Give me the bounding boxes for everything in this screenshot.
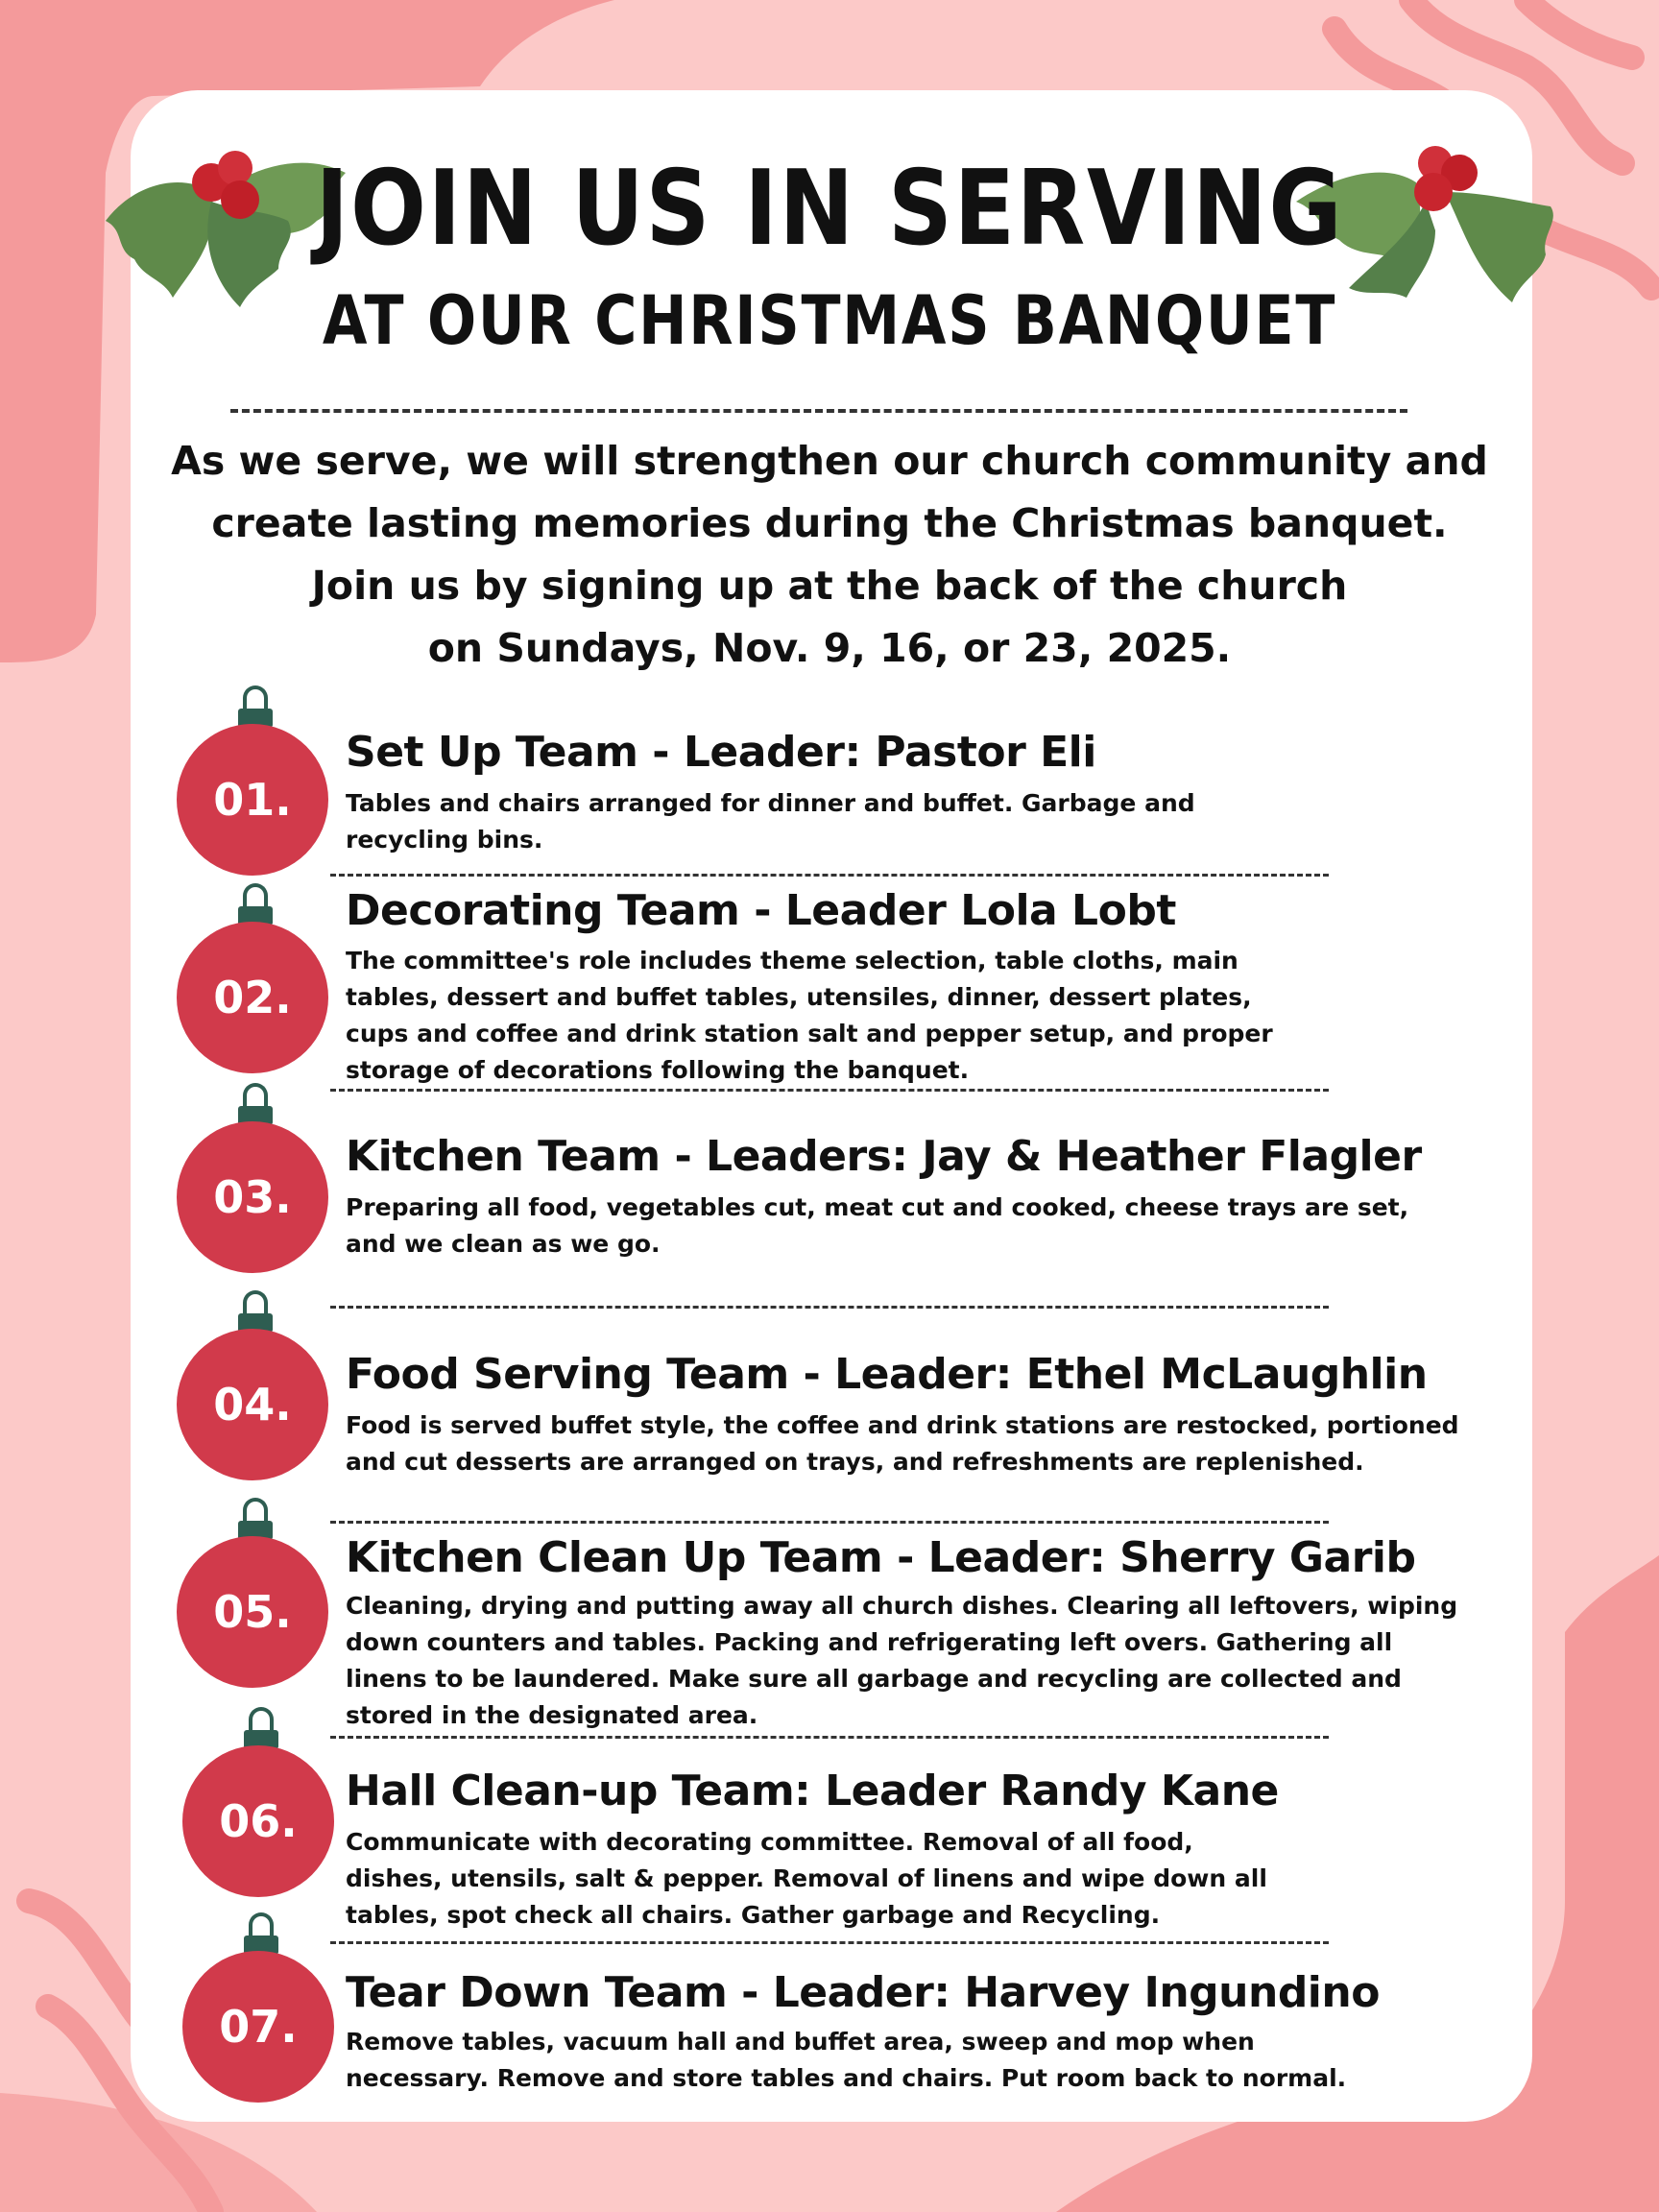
team-title: Hall Clean-up Team: Leader Randy Kane [346,1767,1279,1815]
team-description: Cleaning, drying and putting away all church dishes. Clearing all leftovers, wiping down counters and tables. Packing and refrigerating left overs. Gathering all linens to be laundered. Make sure all garbage and recycling are collected and stored in the designated area. [346,1592,1458,1729]
team-title: Decorating Team - Leader Lola Lobt [346,886,1176,935]
team-description: Communicate with decorating committee. Removal of all food, dishes, utensils, salt & pepper. Removal of linens and wipe down all tables, spot check all chairs. Gather garbage and Recycling. [346,1828,1267,1929]
team-description: Preparing all food, vegetables cut, meat cut and cooked, cheese trays are set, and we clean as we go. [346,1193,1409,1258]
team-divider [330,1306,1329,1309]
intro-line: create lasting memories during the Christmas banquet. [211,500,1448,546]
team-number: 02. [177,922,328,1073]
ornament-badge [177,685,334,874]
intro-text [134,430,1525,680]
intro-line: on Sundays, Nov. 9, 16, or 23, 2025. [427,625,1232,671]
intro-line: As we serve, we will strengthen our church community and [171,438,1488,484]
team-divider [330,1089,1329,1092]
ornament-badge [182,1707,340,1895]
header-divider [230,409,1407,413]
team-title: Food Serving Team - Leader: Ethel McLaughlin [346,1350,1428,1399]
team-number: 07. [182,1951,334,2103]
team-title: Tear Down Team - Leader: Harvey Ingundino [346,1968,1380,2017]
page-subtitle: AT OUR CHRISTMAS BANQUET [322,281,1337,360]
team-divider [330,1736,1329,1739]
team-description: The committee's role includes theme selection, table cloths, main tables, dessert and buffet tables, utensiles, dinner, dessert plates, cups and coffee and drink station salt and pepper setup, and proper storage of decorations following the banquet. [346,947,1273,1084]
ornament-badge [177,883,334,1071]
team-number: 01. [177,724,328,876]
team-description: Remove tables, vacuum hall and buffet area, sweep and mop when necessary. Remove and store tables and chairs. Put room back to normal. [346,2028,1347,2092]
team-title: Kitchen Team - Leaders: Jay & Heather Flagler [346,1132,1422,1181]
team-number: 04. [177,1329,328,1480]
team-number: 03. [177,1121,328,1273]
ornament-badge [177,1083,334,1271]
ornament-badge [177,1498,334,1686]
intro-line: Join us by signing up at the back of the church [311,563,1348,609]
team-title: Kitchen Clean Up Team - Leader: Sherry Garib [346,1533,1416,1582]
page-title: JOIN US IN SERVING [315,149,1344,269]
team-divider [330,874,1329,877]
team-title: Set Up Team - Leader: Pastor Eli [346,728,1096,777]
team-description: Food is served buffet style, the coffee and drink stations are restocked, portioned and cut desserts are arranged on trays, and refreshments are replenished. [346,1411,1459,1476]
ornament-badge [182,1912,340,2101]
team-divider [330,1941,1329,1944]
team-divider [330,1521,1329,1524]
team-description: Tables and chairs arranged for dinner and buffet. Garbage and recycling bins. [346,789,1195,854]
team-number: 06. [182,1745,334,1897]
team-number: 05. [177,1536,328,1688]
ornament-badge [177,1290,334,1479]
